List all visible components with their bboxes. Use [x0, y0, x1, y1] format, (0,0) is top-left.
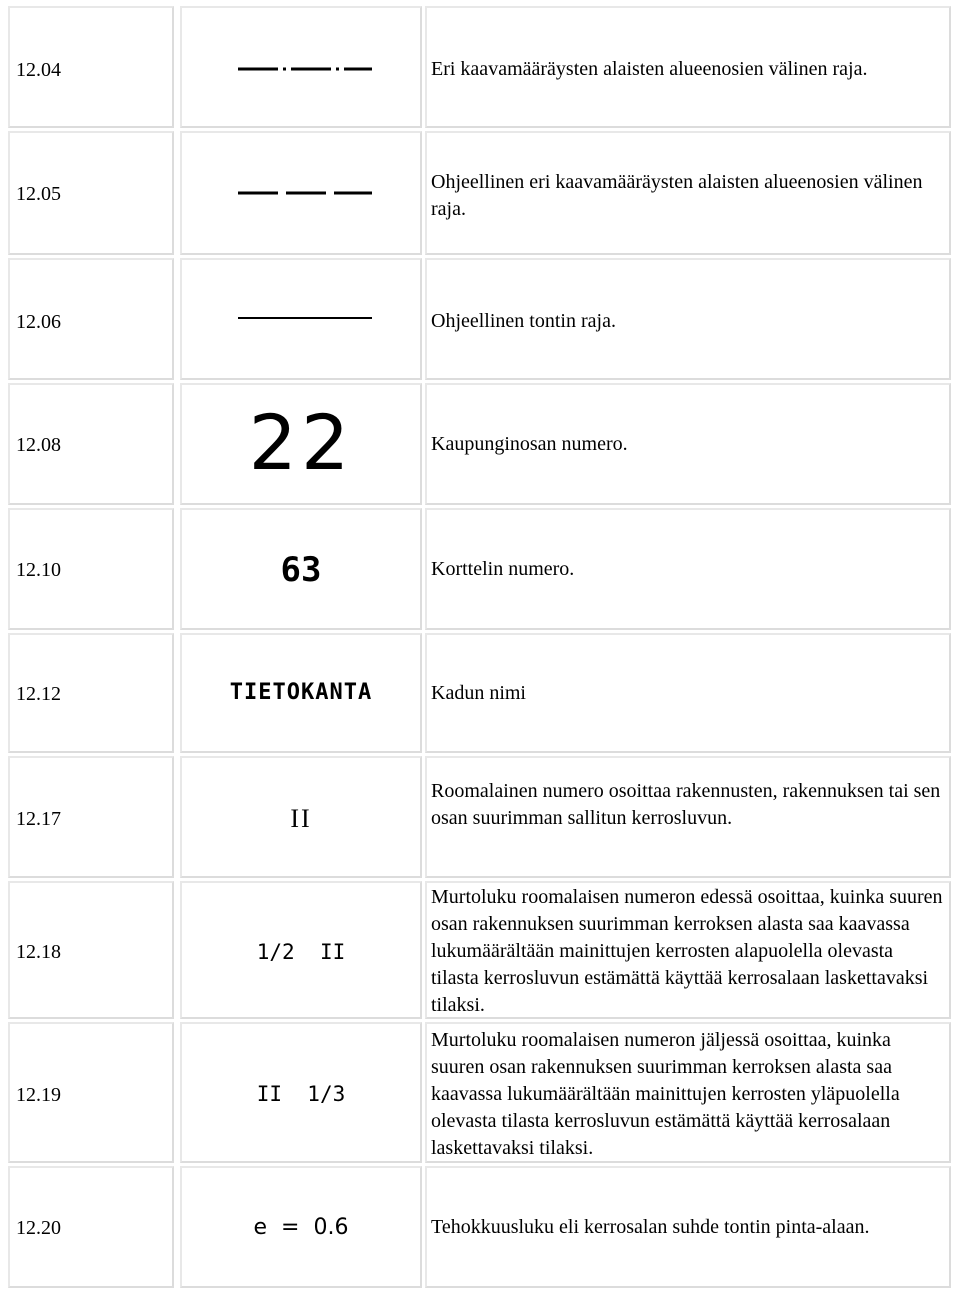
- description-cell: [425, 1022, 951, 1163]
- code-text: 12.08: [16, 434, 61, 456]
- description-cell: [425, 881, 951, 1019]
- solid-thin-line-symbol: [182, 260, 424, 382]
- code-cell: [8, 383, 174, 505]
- symbol-cell: [180, 6, 422, 128]
- code-text: 12.10: [16, 559, 61, 581]
- roman-numeral-symbol: II: [290, 804, 312, 833]
- code-cell: [8, 1022, 174, 1163]
- description-text: Murtoluku roomalaisen numeron jäljessä osoittaa, kuinka suuren osan rakennuksen suurimman kerroksen alasta saa kaavassa lukumäärältään mainittujen kerrosten yläpuolella olevasta tilasta kerrosluvun estämättä käyttää kerrosalaan laskettavaksi tilaksi.: [431, 1029, 900, 1159]
- code-text: 12.04: [16, 59, 61, 81]
- description-text: Kaupunginosan numero.: [431, 433, 628, 455]
- description-cell: [425, 756, 951, 878]
- table-row: [0, 1022, 960, 1163]
- code-cell: [8, 633, 174, 753]
- description-text: Eri kaavamääräysten alaisten alueenosien välinen raja.: [431, 58, 868, 80]
- description-text: Ohjeellinen tontin raja.: [431, 310, 616, 332]
- table-row: [0, 6, 960, 128]
- fraction-before-roman-symbol: 1/2 II: [256, 940, 346, 964]
- table-row: [0, 131, 960, 255]
- code-cell: [8, 258, 174, 380]
- table-row: [0, 258, 960, 380]
- code-text: 12.18: [16, 941, 61, 963]
- symbol-cell: [180, 1022, 422, 1163]
- code-text: 12.17: [16, 808, 61, 830]
- description-cell: [425, 508, 951, 630]
- description-text: Tehokkuusluku eli kerrosalan suhde tontin pinta-alaan.: [431, 1216, 870, 1238]
- description-cell: [425, 131, 951, 255]
- description-text: Kadun nimi: [431, 682, 526, 704]
- code-text: 12.05: [16, 183, 61, 205]
- table-row: [0, 1166, 960, 1288]
- table-row: [0, 633, 960, 753]
- table-row: [0, 508, 960, 630]
- symbol-cell: [180, 756, 422, 878]
- description-text: Roomalainen numero osoittaa rakennusten, rakennuksen tai sen osan suurimman sallitun kerrosluvun.: [431, 780, 941, 829]
- description-text: Murtoluku roomalaisen numeron edessä osoittaa, kuinka suuren osan rakennuksen suurimman kerroksen alasta saa kaavassa lukumäärältään mainittujen kerrosten alapuolella olevasta tilasta kerrosluvun estämättä käyttää kerrosalaan laskettavaksi tilaksi.: [431, 886, 943, 1016]
- description-cell: [425, 258, 951, 380]
- code-text: 12.12: [16, 683, 61, 705]
- district-number-symbol: 22: [248, 398, 354, 487]
- dash-dot-line-symbol: [182, 8, 424, 130]
- code-cell: [8, 756, 174, 878]
- fraction-after-roman-symbol: II 1/3: [256, 1082, 346, 1106]
- symbol-cell: [180, 881, 422, 1019]
- code-text: 12.06: [16, 311, 61, 333]
- code-text: 12.20: [16, 1217, 61, 1239]
- table-row: [0, 881, 960, 1019]
- description-text: Korttelin numero.: [431, 558, 575, 580]
- code-text: 12.19: [16, 1084, 61, 1106]
- code-cell: [8, 881, 174, 1019]
- symbol-cell: [180, 131, 422, 255]
- symbol-cell: [180, 258, 422, 380]
- description-cell: [425, 1166, 951, 1288]
- symbol-cell: [180, 508, 422, 630]
- code-cell: [8, 6, 174, 128]
- efficiency-ratio-symbol: e = 0.6: [253, 1215, 349, 1240]
- code-cell: [8, 131, 174, 255]
- code-cell: [8, 508, 174, 630]
- code-cell: [8, 1166, 174, 1288]
- description-text: Ohjeellinen eri kaavamääräysten alaisten alueenosien välinen raja.: [431, 171, 923, 220]
- block-number-symbol: 63: [280, 550, 322, 590]
- dashed-line-symbol: [182, 133, 424, 257]
- table-row: [0, 756, 960, 878]
- symbol-cell: [180, 383, 422, 505]
- description-cell: [425, 633, 951, 753]
- description-cell: [425, 383, 951, 505]
- symbol-cell: [180, 633, 422, 753]
- street-name-symbol: TIETOKANTA: [229, 680, 373, 705]
- symbol-cell: [180, 1166, 422, 1288]
- table-row: [0, 383, 960, 505]
- description-cell: [425, 6, 951, 128]
